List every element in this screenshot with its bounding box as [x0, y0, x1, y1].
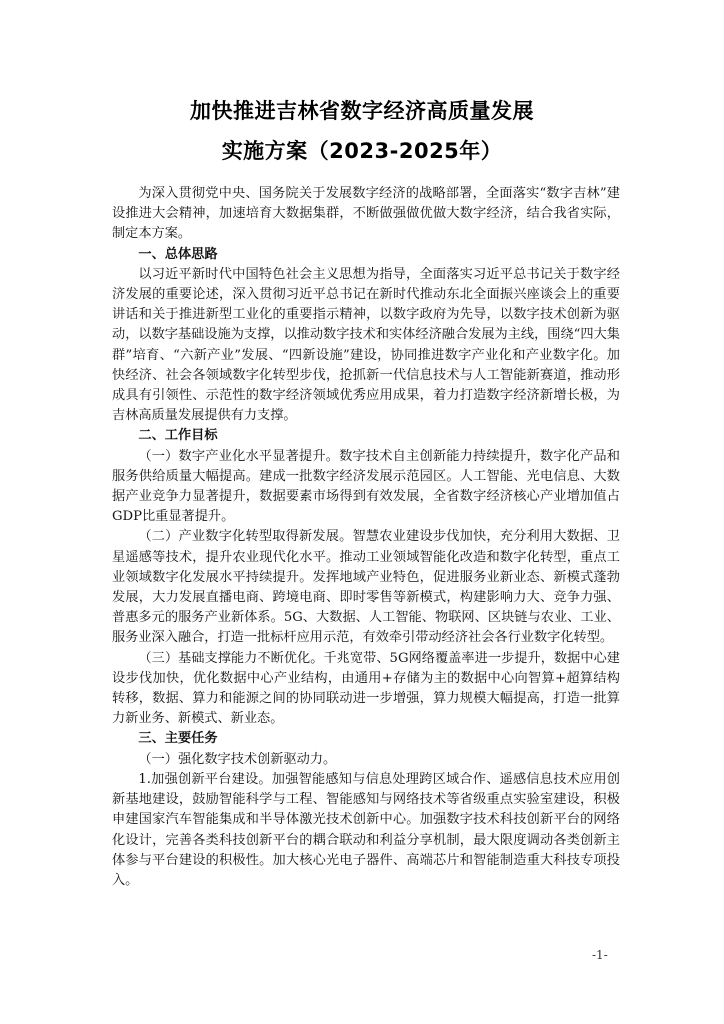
section1-heading: 一、总体思路: [138, 246, 218, 262]
section3-paragraph: 1.加强创新平台建设。加强智能感知与信息处理跨区域合作、遥感信息技术应用创新基地建设，鼓励智能科学与工程、智能感知与网络技术等省级重点实验室建设，积极申建国家汽车智能集成和半导体激光技术创新中心。加强数字技术科技创新平台的网络化设计，完善各类科技创新平台的耦合联动和利益分享机制，最大限度调动各类创新主体参与平台建设的积极性。加大核心光电子器件、高端芯片和智能制造重大科技专项投入。: [112, 771, 620, 888]
section2-paragraph-3: （三）基础支撑能力不断优化。千兆宽带、5G网络覆盖率进一步提升，数据中心建设步伐加快，优化数据中心产业结构，由通用+存储为主的数据中心向智算+超算结构转移，数据、算力和能源之间的协同联动进一步增强，算力规模大幅提高，打造一批算力新业务、新模式、新业态。: [112, 650, 620, 727]
section3-subheading: （一）强化数字技术创新驱动力。: [138, 751, 337, 767]
section2-paragraph-2: （二）产业数字化转型取得新发展。智慧农业建设步伐加快，充分利用大数据、卫星遥感等技术，提升农业现代化水平。推动工业领域智能化改造和数字化转型，重点工业领域数字化发展水平持续提升。发挥地域产业特色，促进服务业新业态、新模式蓬勃发展，大力发展直播电商、跨境电商、即时零售等新模式，构建影响力大、竞争力强、普惠多元的服务产业新体系。5G、大数据、人工智能、物联网、区块链与农业、工业、服务业深入融合，打造一批标杆应用示范，有效牵引带动经济社会各行业数字化转型。: [112, 529, 620, 646]
section3-heading: 三、主要任务: [138, 731, 218, 747]
page-number: -1-: [592, 948, 608, 962]
section2-heading: 二、工作目标: [138, 428, 218, 444]
section1-paragraph: 以习近平新时代中国特色社会主义思想为指导，全面落实习近平总书记关于数字经济发展的重要论述，深入贯彻习近平总书记在新时代推动东北全面振兴座谈会上的重要讲话和关于推进新型工业化的重要指示精神，以数字政府为先导，以数字技术创新为驱动，以数字基础设施为支撑，以推动数字技术和实体经济融合发展为主线，围绕“四大集群”培育、“六新产业”发展、“四新设施”建设，协同推进数字产业化和产业数字化。加快经济、社会各领域数字化转型步伐，抢抓新一代信息技术与人工智能新赛道，推动形成具有引领性、示范性的数字经济领域优秀应用成果，着力打造数字经济新增长极，为吉林高质量发展提供有力支撑。: [112, 266, 620, 424]
document-title-line1: 加快推进吉林省数字经济高质量发展: [190, 99, 534, 123]
document-title-line2: 实施方案（2023-2025年）: [221, 139, 503, 163]
document-body: [112, 184, 620, 891]
intro-paragraph: 为深入贯彻党中央、国务院关于发展数字经济的战略部署，全面落实“数字吉林”建设推进大会精神，加速培育大数据集群，不断做强做优做大数字经济，结合我省实际，制定本方案。: [112, 186, 620, 242]
section2-paragraph-1: （一）数字产业化水平显著提升。数字技术自主创新能力持续提升，数字化产品和服务供给质量大幅提高。建成一批数字经济发展示范园区。人工智能、光电信息、大数据产业竞争力显著提升，数据要素市场得到有效发展，全省数字经济核心产业增加值占GDP比重显著提升。: [112, 448, 620, 525]
